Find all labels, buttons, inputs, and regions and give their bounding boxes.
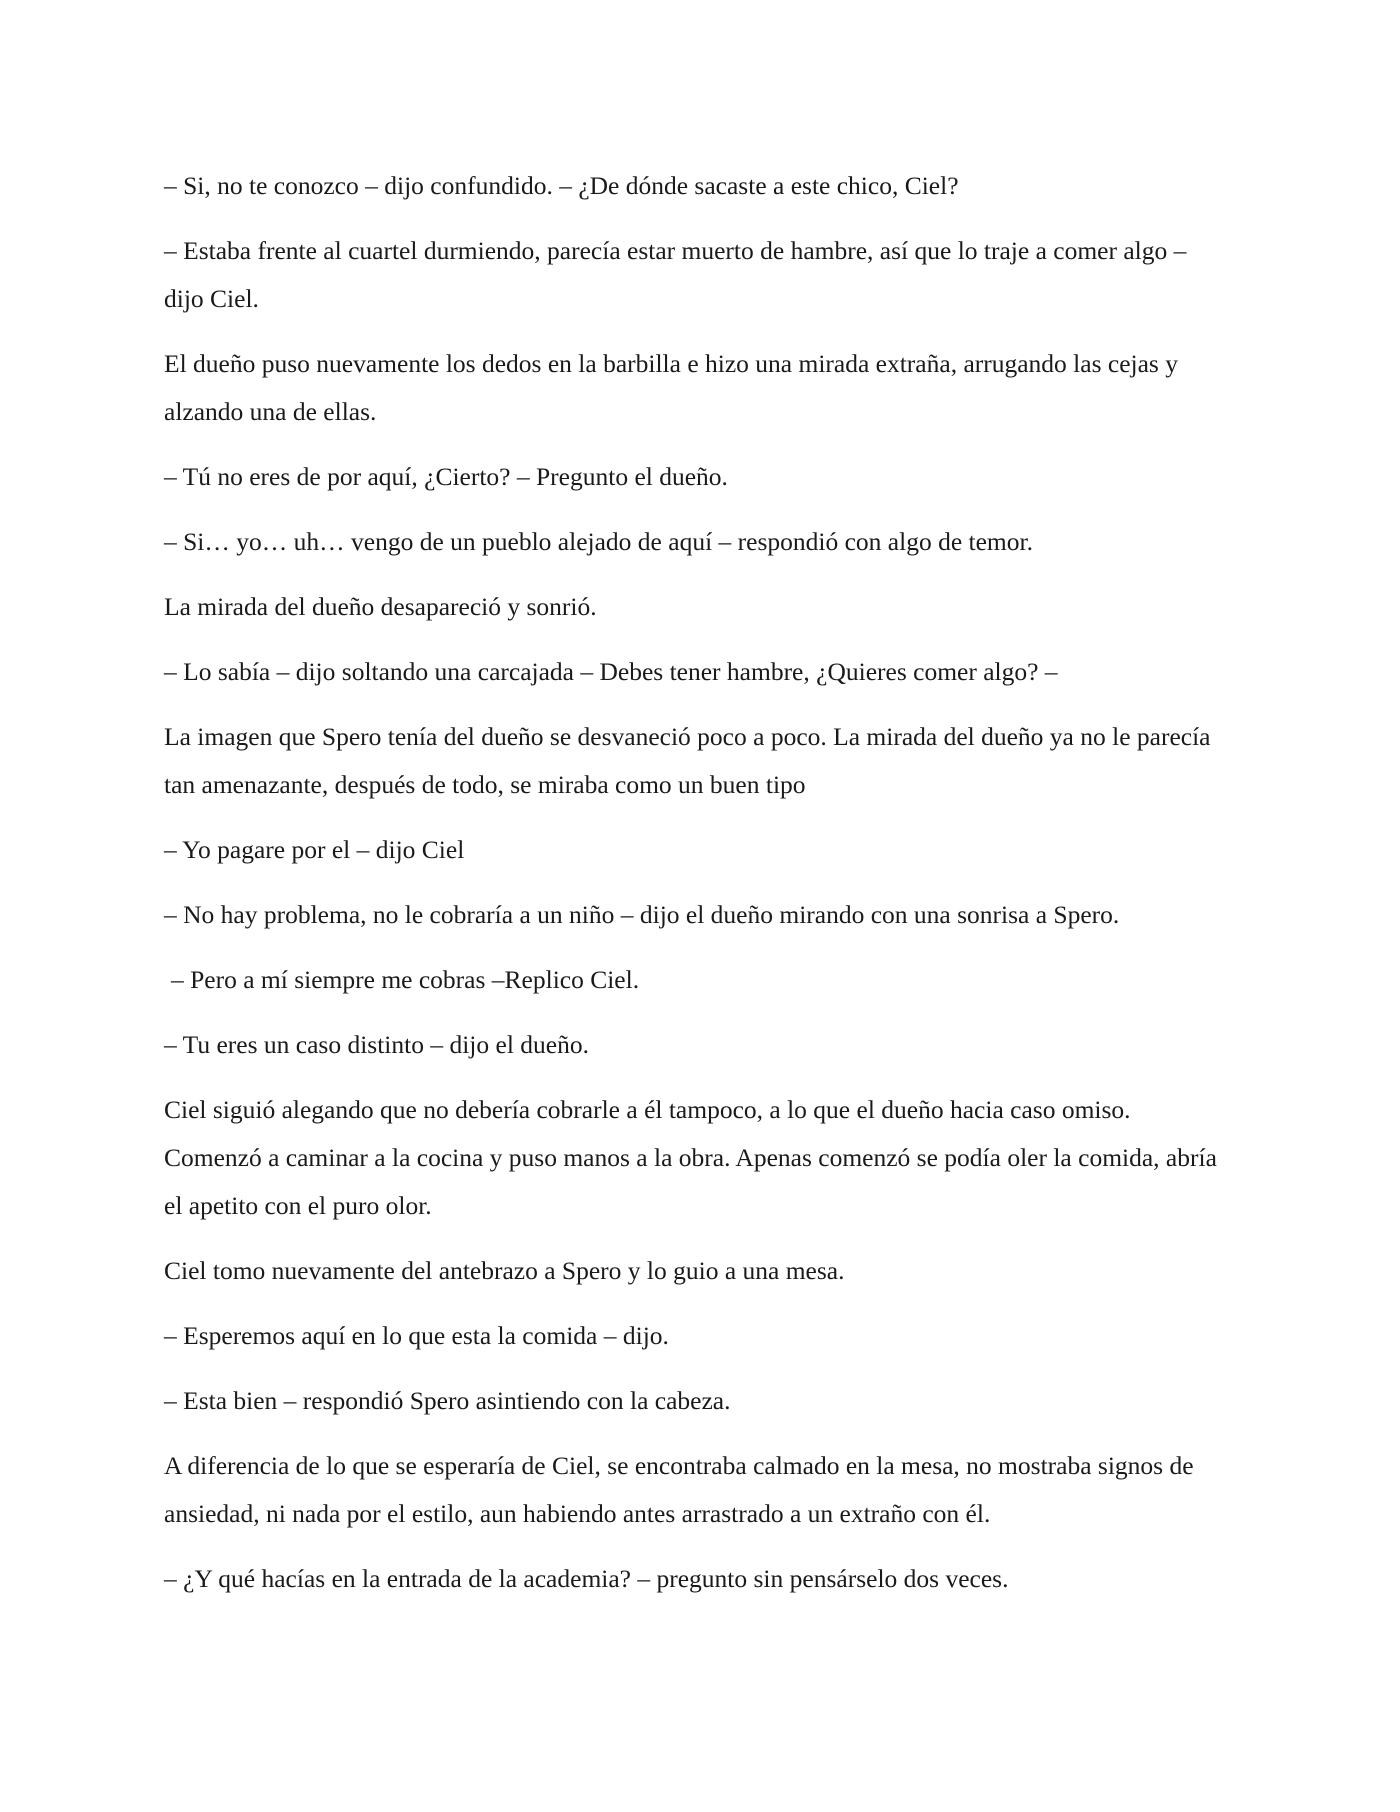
paragraph-18: – ¿Y qué hacías en la entrada de la academia? – pregunto sin pensárselo dos veces. xyxy=(164,1564,1009,1593)
paragraph-1: – Si, no te conozco – dijo confundido. – ¿De dónde sacaste a este chico, Ciel? xyxy=(164,171,959,200)
paragraph-17: A diferencia de lo que se esperaría de Ciel, se encontraba calmado en la mesa, no mostraba signos de ansiedad, ni nada por el estilo, aun habiendo antes arrastrado a un extraño con él. xyxy=(164,1451,1194,1528)
paragraph-10: – No hay problema, no le cobraría a un niño – dijo el dueño mirando con una sonrisa a Spero. xyxy=(164,900,1120,929)
paragraph-5: – Si… yo… uh… vengo de un pueblo alejado de aquí – respondió con algo de temor. xyxy=(164,527,1033,556)
paragraph-7: – Lo sabía – dijo soltando una carcajada – Debes tener hambre, ¿Quieres comer algo? – xyxy=(164,657,1058,686)
paragraph-13: Ciel siguió alegando que no debería cobrarle a él tampoco, a lo que el dueño hacia caso omiso. Comenzó a caminar a la cocina y puso manos a la obra. Apenas comenzó se podía oler la comida, abría el apetito con el puro olor. xyxy=(164,1095,1217,1220)
paragraph-12: – Tu eres un caso distinto – dijo el dueño. xyxy=(164,1030,589,1059)
paragraph-3: El dueño puso nuevamente los dedos en la barbilla e hizo una mirada extraña, arrugando las cejas y alzando una de ellas. xyxy=(164,349,1178,426)
paragraph-9: – Yo pagare por el – dijo Ciel xyxy=(164,835,465,864)
paragraph-2: – Estaba frente al cuartel durmiendo, parecía estar muerto de hambre, así que lo traje a comer algo – dijo Ciel. xyxy=(164,236,1187,313)
paragraph-6: La mirada del dueño desapareció y sonrió. xyxy=(164,592,597,621)
document-body xyxy=(164,162,1224,1620)
paragraph-4: – Tú no eres de por aquí, ¿Cierto? – Pregunto el dueño. xyxy=(164,462,728,491)
paragraph-14: Ciel tomo nuevamente del antebrazo a Spero y lo guio a una mesa. xyxy=(164,1256,845,1285)
paragraph-8: La imagen que Spero tenía del dueño se desvaneció poco a poco. La mirada del dueño ya no le parecía tan amenazante, después de todo, se miraba como un buen tipo xyxy=(164,722,1211,799)
paragraph-16: – Esta bien – respondió Spero asintiendo con la cabeza. xyxy=(164,1386,731,1415)
paragraph-15: – Esperemos aquí en lo que esta la comida – dijo. xyxy=(164,1321,669,1350)
paragraph-11: – Pero a mí siempre me cobras –Replico Ciel. xyxy=(171,965,640,994)
